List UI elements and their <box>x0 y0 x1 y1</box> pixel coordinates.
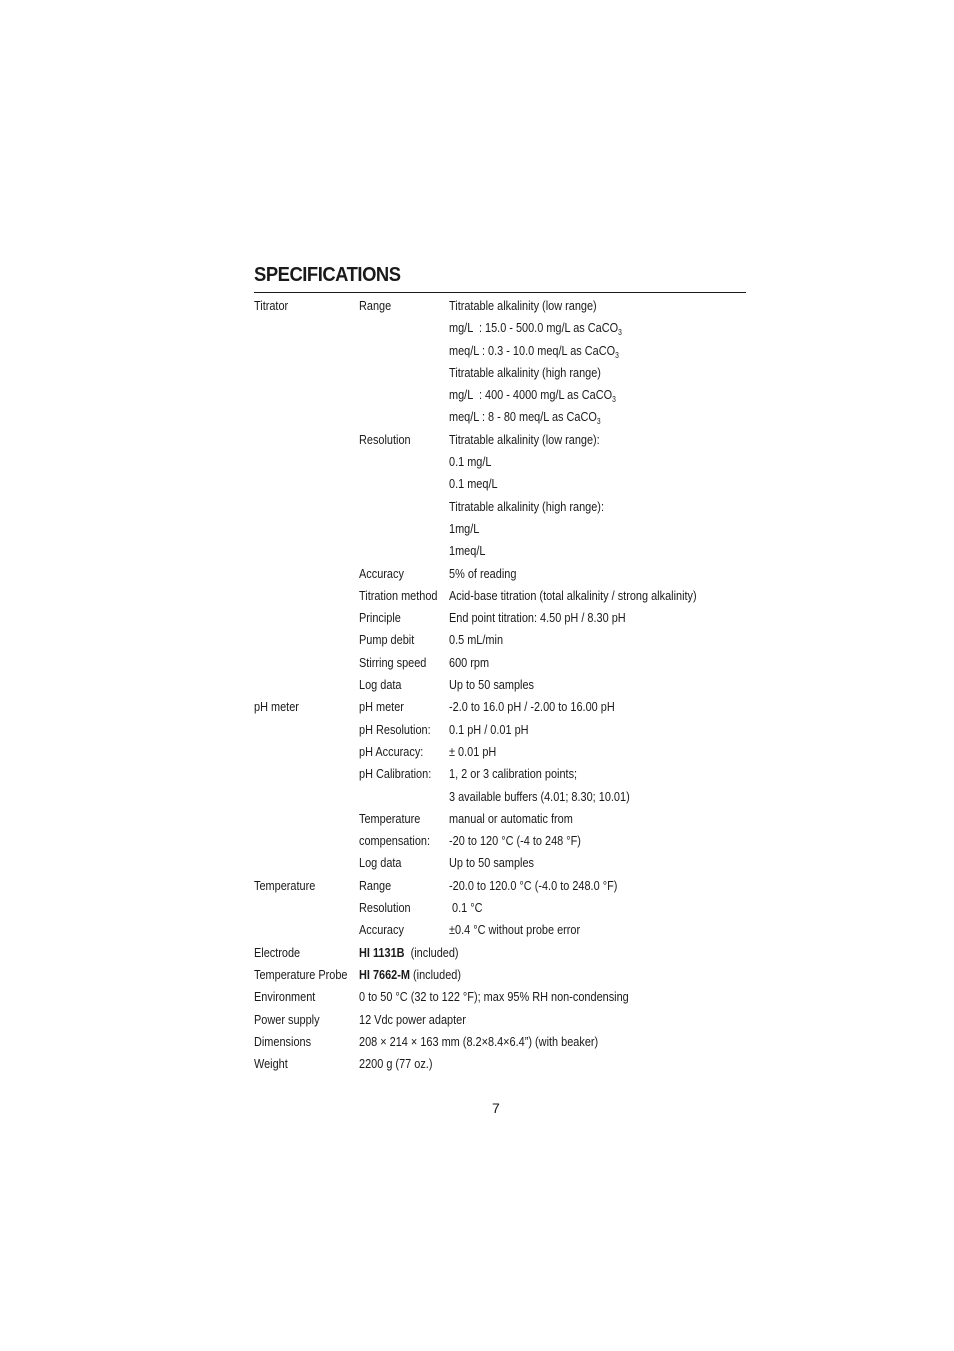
spec-row <box>254 964 746 986</box>
spec-value <box>449 607 626 629</box>
spec-value <box>449 897 483 919</box>
spec-value-text: meq/L : 8 - 80 meq/L as CaCO <box>449 409 597 425</box>
spec-category: Environment <box>254 989 316 1005</box>
spec-row <box>254 674 746 696</box>
spec-row <box>254 629 746 651</box>
spec-row <box>254 652 746 674</box>
spec-value <box>449 786 630 808</box>
spec-category: Temperature Probe <box>254 966 348 982</box>
spec-value <box>449 340 619 362</box>
spec-parameter: pH Resolution: <box>359 721 431 737</box>
spec-value <box>449 317 622 339</box>
spec-value <box>449 919 580 941</box>
spec-category: Titrator <box>254 298 289 313</box>
spec-value <box>449 563 516 585</box>
spec-value <box>449 451 491 473</box>
spec-value-text: Titratable alkalinity (low range): <box>449 431 600 447</box>
page-number: 7 <box>492 1100 500 1116</box>
spec-value <box>449 741 496 763</box>
specifications-table <box>254 295 746 1075</box>
spec-row <box>254 763 746 785</box>
spec-value <box>449 518 479 540</box>
spec-row <box>254 406 746 428</box>
spec-value-text: -20.0 to 120.0 °C (-4.0 to 248.0 °F) <box>449 877 618 893</box>
spec-parameter: Titration method <box>359 587 438 603</box>
spec-row <box>254 942 746 964</box>
spec-value <box>449 295 597 317</box>
spec-value-text: ±0.4 °C without probe error <box>449 922 581 938</box>
spec-value-text: End point titration: 4.50 pH / 8.30 pH <box>449 610 626 626</box>
spec-value-text: 0.1 mg/L <box>449 454 492 470</box>
spec-value-text: Up to 50 samples <box>449 855 534 871</box>
spec-category: pH meter <box>254 699 299 715</box>
spec-value <box>449 473 498 495</box>
spec-value <box>449 830 581 852</box>
spec-row <box>254 1009 746 1031</box>
spec-parameter: Temperature <box>359 810 421 826</box>
spec-row <box>254 719 746 741</box>
spec-row <box>254 473 746 495</box>
spec-parameter: 2200 g (77 oz.) <box>359 1056 433 1072</box>
spec-value-text: 5% of reading <box>449 565 517 581</box>
spec-parameter: Stirring speed <box>359 654 427 670</box>
spec-parameter <box>359 964 461 986</box>
spec-parameter: pH meter <box>359 699 404 715</box>
spec-row <box>254 451 746 473</box>
spec-category: Electrode <box>254 944 301 960</box>
spec-row <box>254 986 746 1008</box>
spec-value <box>449 875 617 897</box>
spec-value <box>449 429 600 451</box>
spec-row <box>254 1031 746 1053</box>
spec-value-text: 0.1 meq/L <box>449 476 498 492</box>
spec-value-text: -2.0 to 16.0 pH / -2.00 to 16.00 pH <box>449 699 615 715</box>
spec-value-text: Titratable alkalinity (high range) <box>449 364 601 380</box>
subscript: 3 <box>596 417 601 427</box>
page-title: SPECIFICATIONS <box>254 264 401 286</box>
spec-category: Power supply <box>254 1011 320 1027</box>
spec-row <box>254 317 746 339</box>
title-divider <box>254 292 746 293</box>
spec-row <box>254 518 746 540</box>
spec-value-text: meq/L : 0.3 - 10.0 meq/L as CaCO <box>449 342 616 358</box>
model-code: HI 1131B <box>359 944 405 960</box>
spec-value-text: 1, 2 or 3 calibration points; <box>449 766 578 782</box>
spec-category: Temperature <box>254 877 316 893</box>
spec-value-text: Up to 50 samples <box>449 677 534 693</box>
spec-parameter: Accuracy <box>359 565 404 581</box>
spec-value-text: 1mg/L <box>449 520 480 536</box>
spec-value <box>449 540 485 562</box>
model-note: (included) <box>409 966 461 982</box>
spec-value <box>449 496 604 518</box>
spec-value <box>449 674 534 696</box>
spec-row <box>254 919 746 941</box>
spec-value-text: manual or automatic from <box>449 810 573 826</box>
spec-value-text: 0.1 °C <box>449 900 483 916</box>
spec-value-text: -20 to 120 °C (-4 to 248 °F) <box>449 833 581 849</box>
spec-parameter: Pump debit <box>359 632 415 648</box>
spec-value <box>449 629 503 651</box>
spec-parameter: Accuracy <box>359 922 404 938</box>
spec-value <box>449 719 529 741</box>
subscript: 3 <box>615 350 619 360</box>
subscript: 3 <box>618 328 622 338</box>
spec-parameter: Log data <box>359 677 402 693</box>
spec-row <box>254 741 746 763</box>
model-code: HI 7662-M <box>359 966 410 982</box>
spec-value-text: 0.1 pH / 0.01 pH <box>449 721 529 737</box>
spec-row <box>254 696 746 718</box>
spec-value-text: ± 0.01 pH <box>449 743 497 759</box>
spec-parameter: compensation: <box>359 833 431 849</box>
spec-value <box>449 763 577 785</box>
spec-category: Weight <box>254 1056 288 1072</box>
spec-value <box>449 696 615 718</box>
spec-value <box>449 808 573 830</box>
spec-row <box>254 1053 746 1075</box>
spec-value <box>449 652 489 674</box>
spec-parameter: Principle <box>359 610 401 626</box>
spec-row <box>254 786 746 808</box>
spec-parameter: Range <box>359 298 392 313</box>
model-note: (included) <box>404 944 459 960</box>
spec-value-text: 3 available buffers (4.01; 8.30; 10.01) <box>449 788 630 804</box>
spec-value <box>449 852 534 874</box>
spec-parameter: Resolution <box>359 900 411 916</box>
spec-value-text: Titratable alkalinity (low range) <box>449 298 597 313</box>
spec-parameter: 208 × 214 × 163 mm (8.2×8.4×6.4”) (with beaker) <box>359 1033 599 1049</box>
spec-row <box>254 563 746 585</box>
spec-row <box>254 875 746 897</box>
spec-parameter: pH Accuracy: <box>359 743 424 759</box>
spec-value <box>449 585 697 607</box>
spec-parameter: pH Calibration: <box>359 766 432 782</box>
spec-value-text: mg/L : 400 - 4000 mg/L as CaCO <box>449 387 613 403</box>
spec-value-text: 600 rpm <box>449 654 490 670</box>
spec-row <box>254 295 746 317</box>
spec-value <box>449 362 601 384</box>
spec-row <box>254 607 746 629</box>
spec-parameter: 0 to 50 °C (32 to 122 °F); max 95% RH non-condensing <box>359 989 629 1005</box>
spec-value <box>449 384 616 406</box>
spec-row <box>254 808 746 830</box>
spec-row <box>254 429 746 451</box>
specifications-page <box>254 262 746 1075</box>
spec-row <box>254 340 746 362</box>
spec-value-text: 1meq/L <box>449 543 486 559</box>
spec-row <box>254 830 746 852</box>
spec-value-text: Titratable alkalinity (high range): <box>449 498 604 514</box>
spec-value <box>449 406 601 428</box>
spec-row <box>254 384 746 406</box>
spec-row <box>254 585 746 607</box>
spec-row <box>254 540 746 562</box>
spec-category: Dimensions <box>254 1033 312 1049</box>
spec-parameter: Range <box>359 877 392 893</box>
spec-row <box>254 852 746 874</box>
spec-parameter: Log data <box>359 855 402 871</box>
spec-parameter <box>359 942 459 964</box>
spec-row <box>254 496 746 518</box>
spec-parameter: Resolution <box>359 431 411 447</box>
spec-value-text: 0.5 mL/min <box>449 632 504 648</box>
spec-row <box>254 362 746 384</box>
spec-value-text: Acid-base titration (total alkalinity / strong alkalinity) <box>449 587 697 603</box>
subscript: 3 <box>612 395 616 405</box>
spec-parameter: 12 Vdc power adapter <box>359 1011 466 1027</box>
spec-row <box>254 897 746 919</box>
spec-value-text: mg/L : 15.0 - 500.0 mg/L as CaCO <box>449 320 619 336</box>
